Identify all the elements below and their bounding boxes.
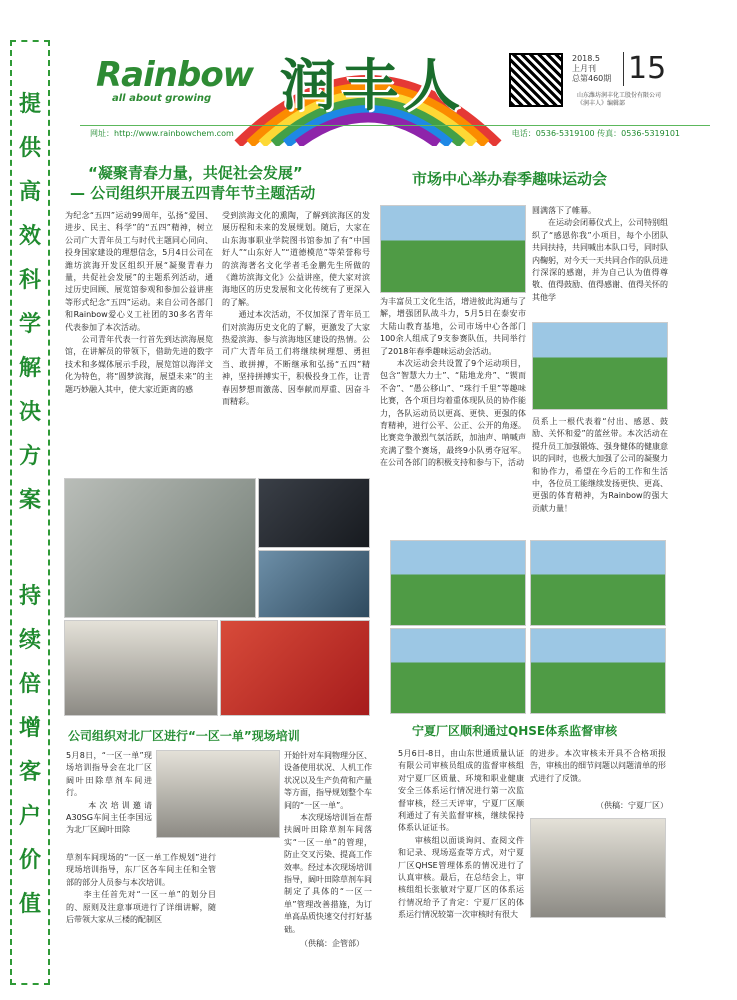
editor-name: 《润丰人》编辑部 — [577, 100, 626, 107]
article4-col1: 5月6日-8日，由山东世通质量认证有限公司审核员组成的监督审核组对宁夏厂区质量、环境和职业健康安全三体系运行情况进行第一次监督审核，经三天评审，宁夏厂区顺利通过了有关监督审核，继续保持体系认证证书。 审核组以面谈询问、查阅文件和记录、现场巡查等方式，对宁夏厂区QHSE管理体系的情况进行了认真审核。最后，在总结会上，审核组组长张敏对宁夏厂区的体系运行情况给予了肯定：宁夏厂区的体系运行情况较第一次审核时有很大 — [398, 749, 524, 920]
photo-sports-game — [532, 322, 668, 410]
banner-char: 增 — [18, 716, 41, 741]
page-number: 15 — [623, 52, 666, 86]
photo-exhibition-visit — [64, 478, 256, 618]
article1-title-2: — 公司组织开展五四青年节主题活动 — [70, 184, 316, 202]
website-link[interactable]: 网址：http://www.rainbowchem.com — [90, 129, 234, 138]
article1-col1: 为纪念“五四”运动99周年，弘扬“爱国、进步、民主、科学”的“五四”精神，树立公司广大青年员工与时代主题同心同向、投身国家建设的理想信念，5月4日公司在潍坊滨海开发区组织开展“凝聚青春力量，共促社会发展”的主题系列活动，通过历史回顾、展览馆参观和参加公益讲座等形式纪念“五四”运动。来自公司各部门和Rainbow爱心义工社团的30多名青年代表参加了本次活动。 公司青年代表一行首先到达滨海展览馆，在讲解员的带领下，借助先进的数字技术和多媒体展示手段，展览馆以海洋文化为特色，将“圆梦滨海，展望未来”的主题巧妙融入其中，使大家近距离的感 — [65, 211, 213, 394]
issue-period: 上月刊 — [572, 64, 596, 73]
article3-title: 公司组织对北厂区进行“一区一单”现场培训 — [68, 729, 300, 743]
banner-char: 解 — [18, 356, 41, 381]
article1-col2: 受到滨海文化的熏陶，了解到滨海区的发展历程和未来的发展规划。随后，大家在山东海事职业学院图书馆参加了有“中国好人”“山东好人”“道德模范”等荣誉称号的滨海著名文化学者毛金鹏先生所做的《潍坊滨海文化》公益讲座，使大家对滨海地区的历史发展和文化传统有了更深入的了解。 通过本次活动，不仅加深了青年员工们对滨海历史文化的了解，更激发了大家热爱滨海、参与滨海地区建设的热情。公司广大青年员工们将继续树理想、勇担当、敢拼搏，不断继承和弘扬“五四”精神，坚持拼搏实干，积极投身工作，让青春因梦想而激荡、因奉献而厚重、因奋斗而精彩。 — [222, 211, 370, 407]
banner-char: 户 — [18, 804, 41, 829]
phone-fax: 电话：0536-5319100 传真：0536-5319101 — [511, 129, 680, 138]
photo-onsite-training — [156, 750, 280, 838]
company-name: 山东潍坊润丰化工股份有限公司 — [577, 92, 662, 99]
banner-char: 值 — [18, 892, 41, 917]
article2-col2a: 圆满落下了帷幕。 在运动会闭幕仪式上，公司特别组织了“感恩你我”小项目，每个小团队共同扶持，共同喊出本队口号，同时队内鞠躬，对今天一天共同合作的队员进行深深的感谢，并为自己认为值得尊敬、值得鼓励、值得感谢、值得关怀的其他学 — [532, 206, 668, 302]
issue-date: 2018.5 — [572, 54, 600, 63]
photo-exhibition-hall — [258, 478, 370, 548]
photo-team-game — [530, 540, 666, 626]
photo-tug-of-war — [390, 628, 526, 714]
photo-sports-opening — [380, 205, 526, 293]
banner-char: 方 — [18, 444, 41, 469]
article1-title-1: “凝聚青春力量，共促社会发展” — [88, 164, 303, 182]
banner-char: 倍 — [18, 672, 41, 697]
banner-char: 科 — [18, 268, 41, 293]
article3-col2: 开始针对车间物理分区、设备使用状况、人机工作状况以及生产负荷和产量等方面，指导规划整个车间的“一区一单”。 本次现场培训旨在帮扶阔叶田除草剂车间落实“一区一单”的管理，防止交叉污染、提高工作效率。经过本次现场培训指导，阔叶田除草剂车间制定了具体的“一区一单”管理改善措施，为订单高品质快速交付打好基础。 — [284, 751, 372, 934]
banner-char: 客 — [18, 760, 41, 785]
article4-col2: 的进步。本次审核未开具不合格项报告，审核出的细节问题以问题清单的形式进行了反馈。 — [530, 749, 666, 783]
article4-source: （供稿：宁夏厂区） — [596, 801, 668, 810]
article3-col1b: 草剂车间现场的“一区一单工作规划”进行现场培训指导，东厂区各车间主任和全管部的部分人员参与本次培训。 李主任首先对“一区一单”的划分目的、原则及注意事项进行了详细讲解，随后带领大家从三楼的配制区 — [66, 853, 216, 925]
banner-char: 价 — [18, 848, 41, 873]
banner-slogan-2 — [15, 582, 45, 934]
photo-youth-group — [220, 620, 370, 716]
article4-title: 宁夏厂区顺利通过QHSE体系监督审核 — [412, 724, 618, 738]
article2-col2b: 员系上一根代表着“付出、感恩、鼓励、关怀和爱”的蓝丝带。本次活动在提升员工加强锻炼、强身健体的健康意识的同时，也极大加强了公司的凝聚力和协作力，希望在今后的工作和生活中，各位员工能继续发扬更快、更高、更强的体育精神，为Rainbow的强大贡献力量！ — [532, 417, 668, 513]
qr-code-icon — [509, 53, 563, 107]
article3-col1a: 5月8日，“一区一单”现场培训指导会在北厂区阔叶田除草剂车间进行。 本次培训邀请A30SG车间主任李国远为北厂区阔叶田除 — [66, 751, 152, 835]
article2-title: 市场中心举办春季趣味运动会 — [412, 170, 608, 188]
brand-logo: Rainbow — [96, 55, 254, 95]
issue-total: 总第460期 — [572, 74, 612, 83]
banner-char: 提 — [18, 92, 41, 117]
publisher — [577, 92, 707, 108]
photo-lecture — [64, 620, 218, 716]
masthead-title: 润丰人 — [280, 53, 466, 119]
brand-tagline: all about growing — [112, 93, 212, 104]
article3-source: （供稿：企管部） — [300, 939, 364, 948]
banner-char: 高 — [18, 180, 41, 205]
photo-relay — [390, 540, 526, 626]
banner-char: 案 — [18, 488, 41, 513]
issue-info — [572, 54, 611, 84]
banner-char: 持 — [18, 584, 41, 609]
article2-col1: 为丰富员工文化生活，增进彼此沟通与了解，增强团队战斗力，5月5日在泰安市大陆山教育基地，公司市场中心各部门100余人组成了9支参赛队伍，共同举行了2018年春季趣味运动会活动。 本次运动会共设置了9个运动项目，包含“智慧大力士”、“陆地龙舟”、“锲而不舍”、“愚公移山”、“珠行千里”等趣味比赛，各个项目均着重体现队员的协作能力，各队运动员以更高、更快、更强的体育精神，进行公平、公正、公开的角逐。比赛竞争激烈气氛活跃，加油声、呐喊声充满了整个赛场，最终9小队勇夺冠军。在公司各部门的积极支持和参与下，活动 — [380, 297, 526, 468]
banner-char: 续 — [18, 628, 41, 653]
banner-char: 效 — [18, 224, 41, 249]
banner-slogan-1 — [15, 90, 45, 530]
banner-char: 供 — [18, 136, 41, 161]
photo-balloons — [530, 628, 666, 714]
side-banner — [10, 40, 50, 985]
banner-char: 决 — [18, 400, 41, 425]
photo-audit-meeting — [530, 818, 666, 918]
photo-exhibition-display — [258, 550, 370, 618]
contact-bar — [80, 125, 710, 138]
banner-char: 学 — [18, 312, 41, 337]
